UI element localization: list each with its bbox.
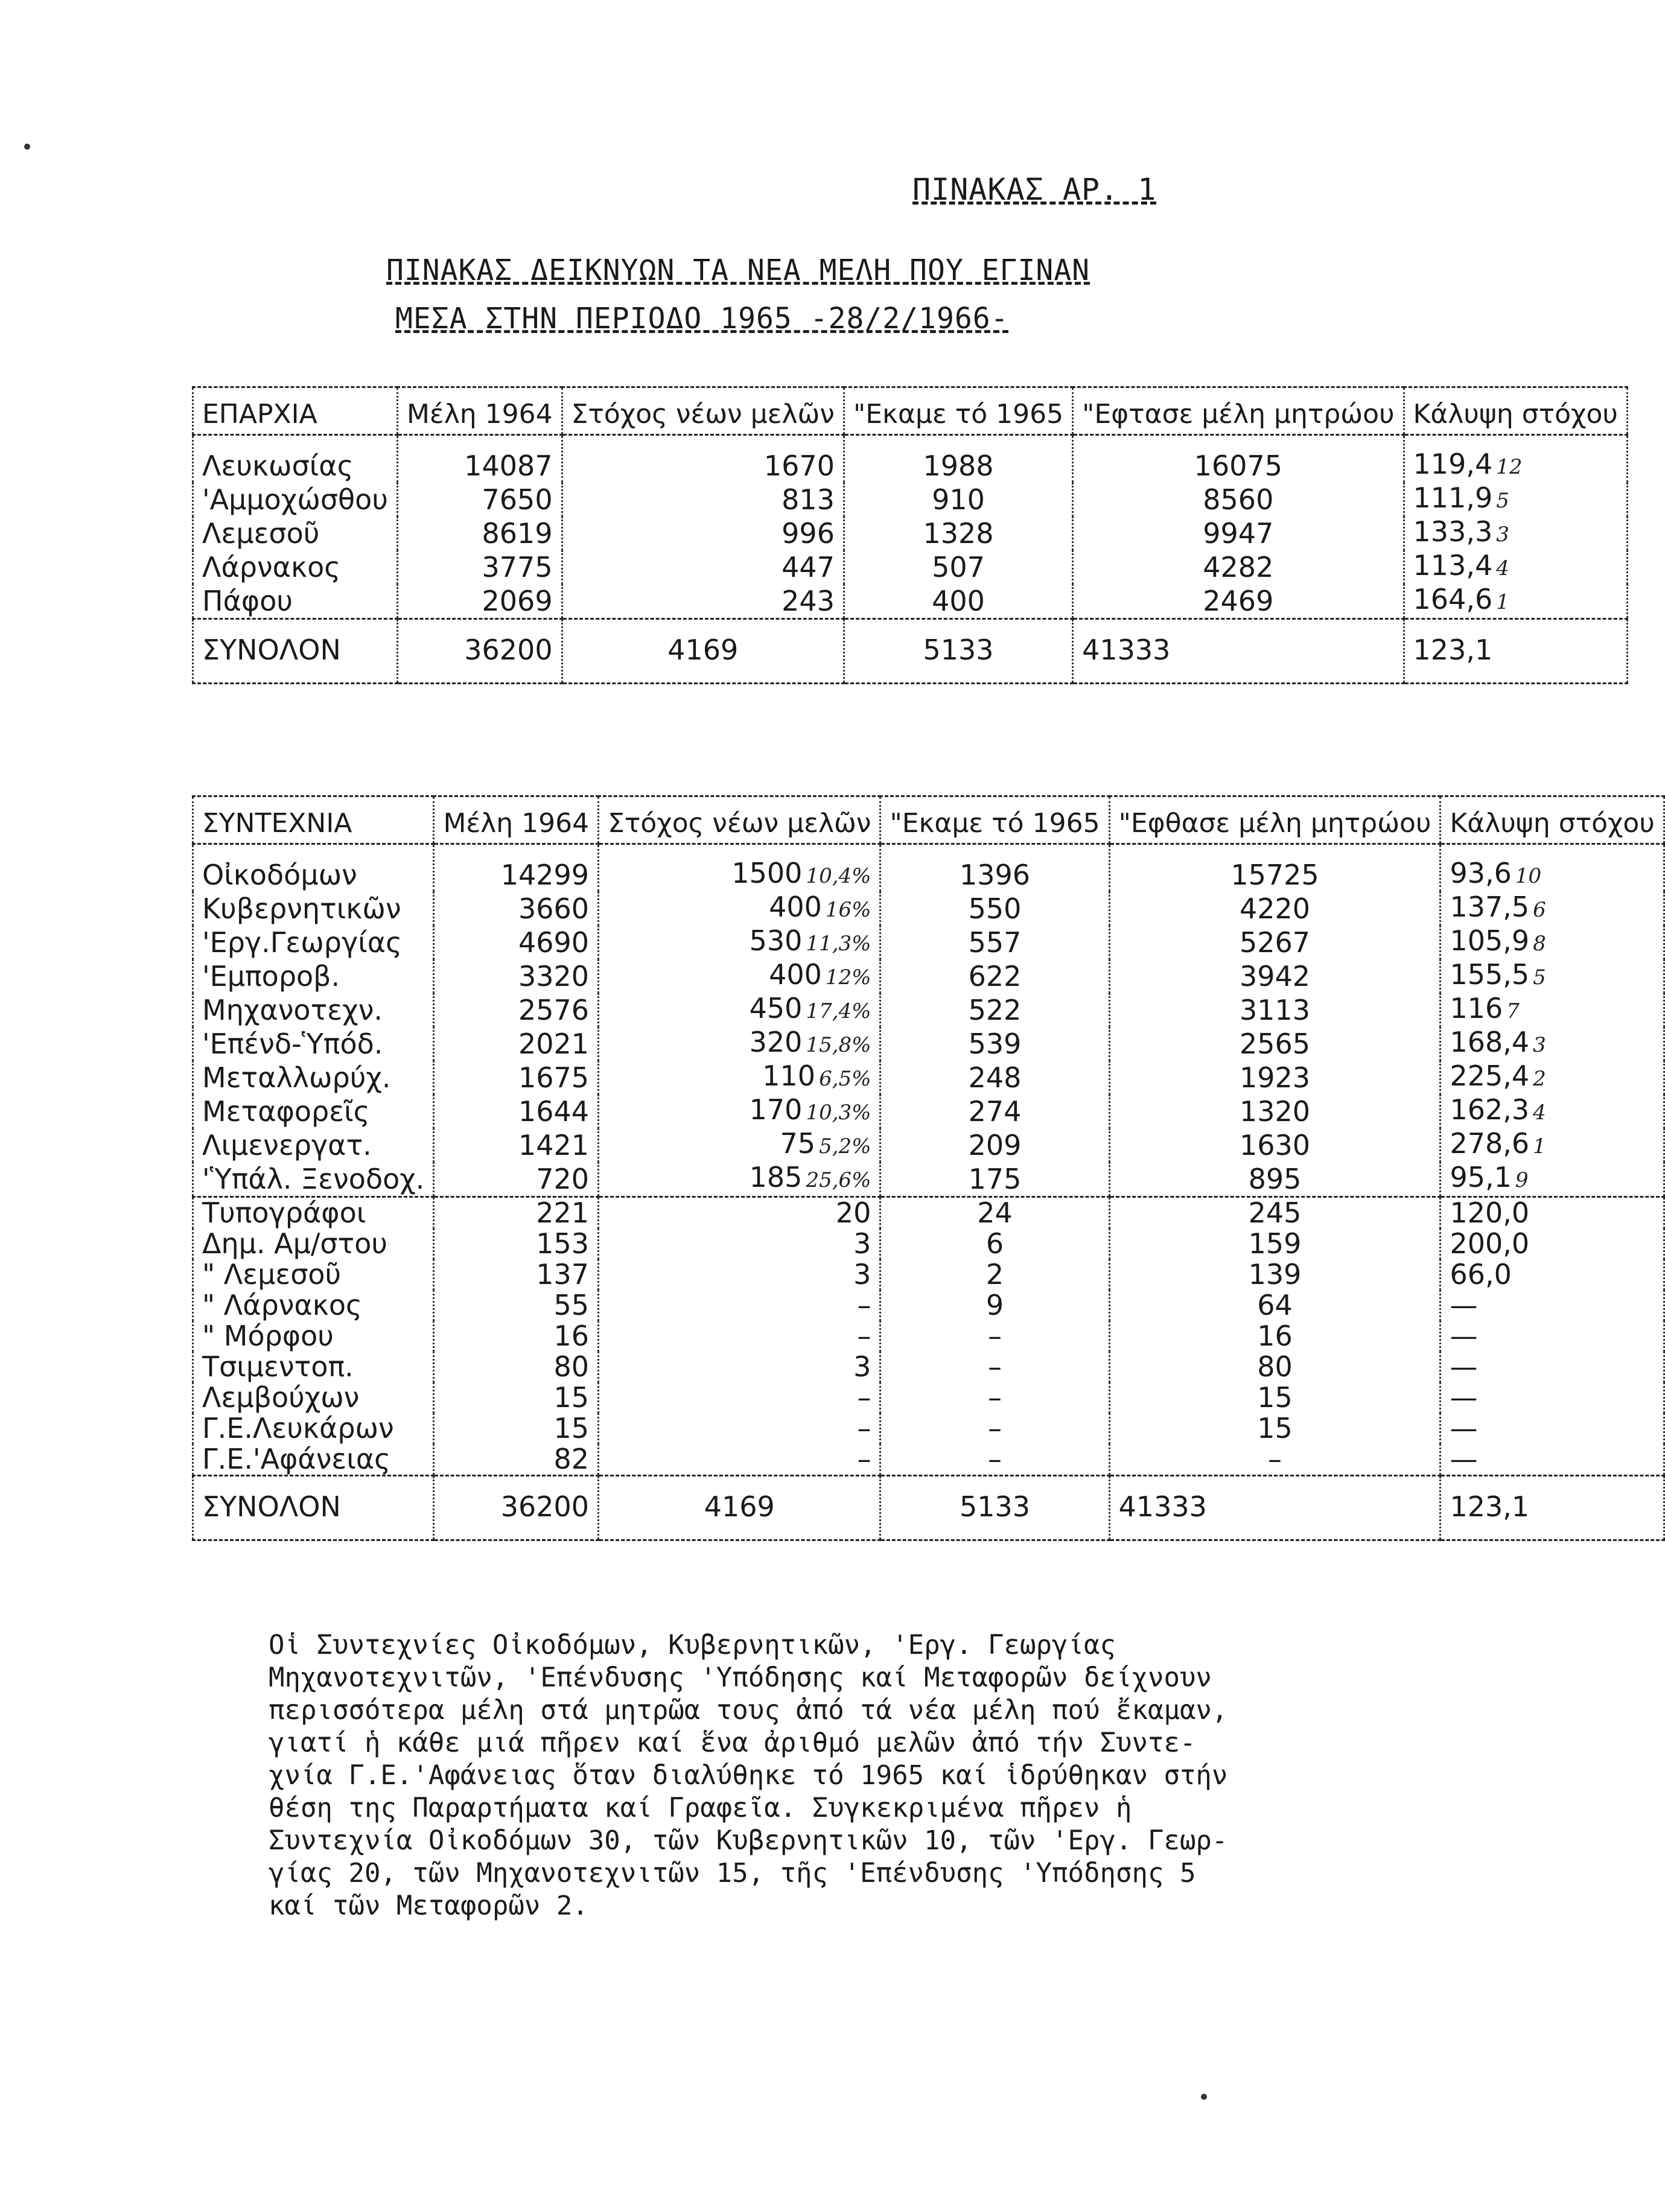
handwritten-note: 5 [1496, 489, 1509, 513]
header-done: "Εκαμε τό 1965 [880, 796, 1109, 844]
row-members: 55 [434, 1290, 599, 1321]
row-coverage [1404, 516, 1627, 550]
row-members: 82 [434, 1444, 599, 1476]
row-target-value: – [857, 1289, 871, 1321]
row-members: 14087 [397, 435, 562, 483]
row-target-value: 400 [769, 891, 822, 923]
row-done: 248 [880, 1061, 1109, 1095]
total-label: ΣΥΝΟΛΟΝ [193, 619, 398, 684]
row-members: 8619 [397, 516, 562, 550]
handwritten-note: 9 [1515, 1168, 1529, 1192]
handwritten-percent: 5,2% [819, 1134, 871, 1158]
handwritten-note: 12 [1496, 455, 1523, 479]
row-target-value: 450 [749, 992, 803, 1025]
total-done: 5133 [880, 1476, 1109, 1540]
table-row [193, 483, 1628, 516]
header-members-1964: Μέλη 1964 [434, 796, 599, 844]
table-row [193, 1162, 1664, 1197]
row-done: 175 [880, 1162, 1109, 1197]
handwritten-percent: 12% [825, 965, 871, 990]
handwritten-percent: 25,6% [806, 1168, 871, 1192]
row-members: 80 [434, 1352, 599, 1382]
row-coverage [1404, 435, 1627, 483]
row-name: Γ.Ε.'Αφάνειας [193, 1444, 434, 1476]
row-target [562, 483, 844, 516]
row-target [599, 1321, 880, 1352]
row-done: 539 [880, 1027, 1109, 1061]
row-target-value: 1670 [763, 449, 835, 482]
header-province: ΕΠΑΡΧΙΑ [193, 387, 398, 435]
page-label: ΠΙΝΑΚΑΣ ΑΡ. 1 [912, 172, 1157, 207]
row-done: – [880, 1321, 1109, 1352]
row-target-value: 996 [782, 516, 835, 550]
row-name: Οἰκοδόμων [193, 844, 434, 892]
row-coverage [1441, 1413, 1664, 1444]
row-coverage-value: 225,4 [1450, 1060, 1530, 1092]
row-coverage [1441, 959, 1664, 993]
row-reached: 3113 [1109, 993, 1441, 1027]
total-target: 4169 [599, 1476, 880, 1540]
union-table [192, 795, 1665, 1541]
row-name: Λεμβούχων [193, 1382, 434, 1413]
row-coverage-value: — [1450, 1443, 1478, 1475]
row-reached: 15 [1109, 1382, 1441, 1413]
row-done: 910 [844, 483, 1072, 516]
row-target [599, 1352, 880, 1382]
header-coverage: Κάλυψη στόχου [1404, 387, 1627, 435]
table-row [193, 844, 1664, 892]
table-row [193, 1061, 1664, 1095]
row-coverage-value: — [1450, 1320, 1478, 1352]
paragraph-line: Μηχανοτεχνιτῶν, 'Επένδυσης 'Υπόδησης καί Μεταφορῶν δείχνουν [269, 1662, 1212, 1693]
row-target [599, 1027, 880, 1061]
handwritten-note: 10 [1515, 864, 1542, 888]
handwritten-note: 4 [1533, 1101, 1546, 1125]
row-coverage-value: 200,0 [1450, 1227, 1530, 1260]
row-members: 2021 [434, 1027, 599, 1061]
row-name: 'Επένδ-Ὑπόδ. [193, 1027, 434, 1061]
row-target [599, 1061, 880, 1095]
row-members: 1421 [434, 1128, 599, 1162]
handwritten-note: 5 [1533, 965, 1546, 990]
row-target [599, 1162, 880, 1197]
total-target: 4169 [562, 619, 844, 684]
row-name: 'Εμποροβ. [193, 959, 434, 993]
row-target-value: 243 [782, 584, 835, 617]
row-reached: 9947 [1073, 516, 1404, 550]
row-coverage-value: 105,9 [1450, 924, 1530, 957]
table-row [193, 1259, 1664, 1290]
handwritten-percent: 10,4% [806, 864, 871, 888]
row-target [562, 516, 844, 550]
row-coverage [1441, 1382, 1664, 1413]
row-target-value: 20 [835, 1197, 871, 1229]
handwritten-note: 8 [1533, 932, 1546, 956]
table-row [193, 1321, 1664, 1352]
row-target-value: 813 [782, 483, 835, 516]
row-done: 2 [880, 1259, 1109, 1290]
row-members: 1644 [434, 1095, 599, 1128]
row-reached: 1923 [1109, 1061, 1441, 1095]
row-reached: 16075 [1073, 435, 1404, 483]
row-coverage [1404, 584, 1627, 619]
row-reached: 139 [1109, 1259, 1441, 1290]
table-row [193, 926, 1664, 959]
row-reached: 15 [1109, 1413, 1441, 1444]
paragraph-line: γιατί ἡ κάθε μιά πῆρεν καί ἕνα ἀριθμό μελῶν ἀπό τήν Συντε- [269, 1727, 1196, 1758]
row-members: 7650 [397, 483, 562, 516]
row-name: Μεταλλωρύχ. [193, 1061, 434, 1095]
row-target [599, 1095, 880, 1128]
row-members: 15 [434, 1382, 599, 1413]
row-members: 3660 [434, 892, 599, 926]
row-members: 16 [434, 1321, 599, 1352]
paragraph-line: Συντεχνία Οἰκοδόμων 30, τῶν Κυβερνητικῶν 10, τῶν 'Εργ. Γεωρ- [269, 1825, 1228, 1856]
row-coverage-value: 66,0 [1450, 1258, 1512, 1291]
row-target-value: – [857, 1443, 871, 1475]
handwritten-note: 4 [1496, 556, 1509, 580]
row-target [599, 844, 880, 892]
table-row [193, 550, 1628, 584]
row-name: 'Εργ.Γεωργίας [193, 926, 434, 959]
row-done: 522 [880, 993, 1109, 1027]
row-members: 3775 [397, 550, 562, 584]
row-target-value: – [857, 1320, 871, 1352]
row-coverage-value: 93,6 [1450, 857, 1512, 889]
row-target [599, 926, 880, 959]
row-reached: 8560 [1073, 483, 1404, 516]
table-row [193, 1095, 1664, 1128]
paragraph-line: καί τῶν Μεταφορῶν 2. [269, 1890, 588, 1921]
row-target-value: 3 [853, 1258, 871, 1291]
row-target-value: 3 [853, 1227, 871, 1260]
table-row [193, 993, 1664, 1027]
row-target-value: 530 [749, 924, 803, 957]
row-coverage [1441, 993, 1664, 1027]
row-name: Τυπογράφοι [193, 1197, 434, 1229]
header-target: Στόχος νέων μελῶν [599, 796, 880, 844]
row-reached: 159 [1109, 1228, 1441, 1259]
paragraph-line: περισσότερα μέλη στά μητρῶα τους ἀπό τά νέα μέλη πού ἔκαμαν, [269, 1695, 1228, 1726]
row-done: 550 [880, 892, 1109, 926]
total-members: 36200 [397, 619, 562, 684]
table-row [193, 1027, 1664, 1061]
row-reached: 5267 [1109, 926, 1441, 959]
row-members: 720 [434, 1162, 599, 1197]
row-target-value: 320 [749, 1026, 803, 1058]
table-row [193, 959, 1664, 993]
row-coverage [1441, 1352, 1664, 1382]
row-done: 9 [880, 1290, 1109, 1321]
row-name: 'Ὑπάλ. Ξενοδοχ. [193, 1162, 434, 1197]
row-coverage-value: 116 [1450, 992, 1503, 1025]
total-reached: 41333 [1109, 1476, 1441, 1540]
province-table [192, 386, 1628, 684]
row-done: – [880, 1413, 1109, 1444]
row-done: – [880, 1382, 1109, 1413]
header-coverage: Κάλυψη στόχου [1441, 796, 1664, 844]
table-row [193, 1228, 1664, 1259]
row-coverage-value: 120,0 [1450, 1197, 1530, 1229]
row-done: 274 [880, 1095, 1109, 1128]
row-coverage-value: 95,1 [1450, 1161, 1512, 1193]
row-coverage [1441, 1197, 1664, 1229]
row-coverage-value: 155,5 [1450, 958, 1530, 991]
table-row [193, 1382, 1664, 1413]
handwritten-note: 1 [1496, 590, 1509, 614]
row-coverage-value: — [1450, 1350, 1478, 1383]
row-target-value: 170 [749, 1093, 803, 1126]
row-name: Δημ. Αμ/στου [193, 1228, 434, 1259]
row-reached: 2565 [1109, 1027, 1441, 1061]
row-coverage [1441, 1259, 1664, 1290]
row-name: Τσιμεντοπ. [193, 1352, 434, 1382]
row-target [599, 1128, 880, 1162]
row-target [599, 1228, 880, 1259]
table-row [193, 584, 1628, 619]
table-row [193, 1290, 1664, 1321]
row-coverage-value: 162,3 [1450, 1093, 1530, 1126]
row-coverage [1441, 926, 1664, 959]
row-coverage [1441, 1228, 1664, 1259]
union-total-row [193, 1476, 1664, 1540]
row-coverage [1441, 1321, 1664, 1352]
row-name: " Λάρνακος [193, 1290, 434, 1321]
row-target [599, 1444, 880, 1476]
row-target [599, 959, 880, 993]
row-name: Λάρνακος [193, 550, 398, 584]
row-done: 1988 [844, 435, 1072, 483]
paragraph-line: Οἱ Συντεχνίες Οἰκοδόμων, Κυβερνητικῶν, 'Εργ. Γεωργίας [269, 1630, 1116, 1661]
handwritten-percent: 16% [825, 898, 871, 922]
title-line-2: ΜΕΣΑ ΣΤΗΝ ΠΕΡΙΟΔΟ 1965 -28/2/1966- [395, 302, 1009, 335]
row-done: 1396 [880, 844, 1109, 892]
row-reached: 16 [1109, 1321, 1441, 1352]
handwritten-percent: 10,3% [806, 1101, 871, 1125]
handwritten-note: 3 [1496, 523, 1509, 547]
row-reached: 3942 [1109, 959, 1441, 993]
margin-mark [1201, 2094, 1207, 2100]
header-union: ΣΥΝΤΕΧΝΙΑ [193, 796, 434, 844]
table-row [193, 1413, 1664, 1444]
row-name: Λευκωσίας [193, 435, 398, 483]
table-row [193, 435, 1628, 483]
row-reached: 245 [1109, 1197, 1441, 1229]
total-label: ΣΥΝΟΛΟΝ [193, 1476, 434, 1540]
row-members: 2576 [434, 993, 599, 1027]
header-done: "Εκαμε τό 1965 [844, 387, 1072, 435]
row-coverage-value: 119,4 [1413, 448, 1493, 480]
row-target-value: 447 [782, 550, 835, 583]
row-members: 137 [434, 1259, 599, 1290]
row-coverage [1441, 892, 1664, 926]
row-coverage-value: 111,9 [1413, 481, 1493, 514]
row-coverage-value: — [1450, 1381, 1478, 1414]
header-reached: "Εφθασε μέλη μητρώου [1109, 796, 1441, 844]
province-table-body [193, 435, 1628, 619]
row-name: Λεμεσοῦ [193, 516, 398, 550]
row-coverage [1441, 1444, 1664, 1476]
row-target [599, 1197, 880, 1229]
row-coverage-value: 168,4 [1450, 1026, 1530, 1058]
paragraph-line: χνία Γ.Ε.'Αφάνειας ὅταν διαλύθηκε τό 1965 καί ἱδρύθηκαν στήν [269, 1760, 1228, 1791]
row-coverage [1441, 1061, 1664, 1095]
row-members: 4690 [434, 926, 599, 959]
row-target [562, 435, 844, 483]
row-name: Λιμενεργατ. [193, 1128, 434, 1162]
table-row [193, 892, 1664, 926]
total-members: 36200 [434, 1476, 599, 1540]
handwritten-note: 6 [1533, 898, 1546, 922]
table-row [193, 1352, 1664, 1382]
row-done: 1328 [844, 516, 1072, 550]
row-members: 14299 [434, 844, 599, 892]
row-coverage [1404, 483, 1627, 516]
table-row [193, 1197, 1664, 1229]
row-reached: 895 [1109, 1162, 1441, 1197]
row-coverage-value: — [1450, 1412, 1478, 1444]
row-members: 2069 [397, 584, 562, 619]
header-members-1964: Μέλη 1964 [397, 387, 562, 435]
row-coverage-value: 113,4 [1413, 549, 1493, 582]
row-members: 221 [434, 1197, 599, 1229]
row-target-value: 110 [762, 1060, 816, 1092]
row-reached: 4282 [1073, 550, 1404, 584]
row-done: 557 [880, 926, 1109, 959]
row-reached: 1320 [1109, 1095, 1441, 1128]
row-target [599, 892, 880, 926]
row-target-value: 400 [769, 958, 822, 991]
title-line-1: ΠΙΝΑΚΑΣ ΔΕΙΚΝΥΩΝ ΤΑ ΝΕΑ ΜΕΛΗ ΠΟΥ ΕΓΙΝΑΝ [386, 253, 1090, 287]
handwritten-note: 2 [1533, 1067, 1546, 1091]
row-coverage-value: 164,6 [1413, 583, 1493, 615]
row-reached: 64 [1109, 1290, 1441, 1321]
handwritten-note: 7 [1506, 999, 1520, 1023]
row-name: Μεταφορεῖς [193, 1095, 434, 1128]
handwritten-percent: 6,5% [819, 1067, 871, 1091]
row-target-value: 3 [853, 1350, 871, 1383]
handwritten-percent: 17,4% [806, 999, 871, 1023]
row-target [599, 1290, 880, 1321]
row-coverage [1441, 1128, 1664, 1162]
row-name: Πάφου [193, 584, 398, 619]
row-target [599, 1413, 880, 1444]
row-coverage [1441, 1162, 1664, 1197]
row-done: 622 [880, 959, 1109, 993]
total-coverage: 123,1 [1404, 619, 1627, 684]
row-done: – [880, 1444, 1109, 1476]
row-target [562, 550, 844, 584]
row-coverage-value: 133,3 [1413, 515, 1493, 548]
row-name: 'Αμμοχώσθου [193, 483, 398, 516]
header-reached: "Εφτασε μέλη μητρώου [1073, 387, 1404, 435]
row-done: 24 [880, 1197, 1109, 1229]
row-name: Κυβερνητικῶν [193, 892, 434, 926]
row-target-value: – [857, 1412, 871, 1444]
handwritten-percent: 11,3% [806, 932, 871, 956]
row-done: 400 [844, 584, 1072, 619]
paragraph-line: θέση της Παραρτήματα καί Γραφεῖα. Συγκεκριμένα πῆρεν ἡ [269, 1793, 1132, 1823]
row-coverage-value: 137,5 [1450, 891, 1530, 923]
row-target [599, 1382, 880, 1413]
row-target-value: 185 [749, 1161, 803, 1193]
row-members: 15 [434, 1413, 599, 1444]
row-coverage-value: — [1450, 1289, 1478, 1321]
row-coverage [1441, 1290, 1664, 1321]
row-reached: 4220 [1109, 892, 1441, 926]
row-done: 6 [880, 1228, 1109, 1259]
table-row [193, 516, 1628, 550]
row-reached: 2469 [1073, 584, 1404, 619]
row-reached: – [1109, 1444, 1441, 1476]
row-coverage [1441, 1027, 1664, 1061]
row-reached: 1630 [1109, 1128, 1441, 1162]
row-target-value: 75 [780, 1127, 816, 1160]
row-reached: 80 [1109, 1352, 1441, 1382]
row-coverage [1441, 1095, 1664, 1128]
table-row [193, 1444, 1664, 1476]
row-name: " Λεμεσοῦ [193, 1259, 434, 1290]
handwritten-note: 3 [1533, 1033, 1546, 1057]
row-coverage-value: 278,6 [1450, 1127, 1530, 1160]
row-target [599, 993, 880, 1027]
row-coverage [1404, 550, 1627, 584]
row-members: 153 [434, 1228, 599, 1259]
row-name: Γ.Ε.Λευκάρων [193, 1413, 434, 1444]
row-members: 1675 [434, 1061, 599, 1095]
row-coverage [1441, 844, 1664, 892]
total-coverage: 123,1 [1441, 1476, 1664, 1540]
handwritten-note: 1 [1533, 1134, 1546, 1158]
header-target: Στόχος νέων μελῶν [562, 387, 844, 435]
explanatory-paragraph [269, 1629, 1391, 1922]
union-table-body [193, 844, 1664, 1476]
province-total-row [193, 619, 1628, 684]
handwritten-percent: 15,8% [806, 1033, 871, 1057]
row-target-value: – [857, 1381, 871, 1414]
total-reached: 41333 [1073, 619, 1404, 684]
row-target [599, 1259, 880, 1290]
row-target [562, 584, 844, 619]
margin-mark [24, 144, 30, 150]
row-done: – [880, 1352, 1109, 1382]
paragraph-line: γίας 20, τῶν Μηχανοτεχνιτῶν 15, τῆς 'Επένδυσης 'Υπόδησης 5 [269, 1858, 1196, 1889]
row-target-value: 1500 [731, 857, 803, 889]
row-name: Μηχανοτεχν. [193, 993, 434, 1027]
row-done: 507 [844, 550, 1072, 584]
row-done: 209 [880, 1128, 1109, 1162]
total-done: 5133 [844, 619, 1072, 684]
table-row [193, 1128, 1664, 1162]
row-name: " Μόρφου [193, 1321, 434, 1352]
row-members: 3320 [434, 959, 599, 993]
row-reached: 15725 [1109, 844, 1441, 892]
